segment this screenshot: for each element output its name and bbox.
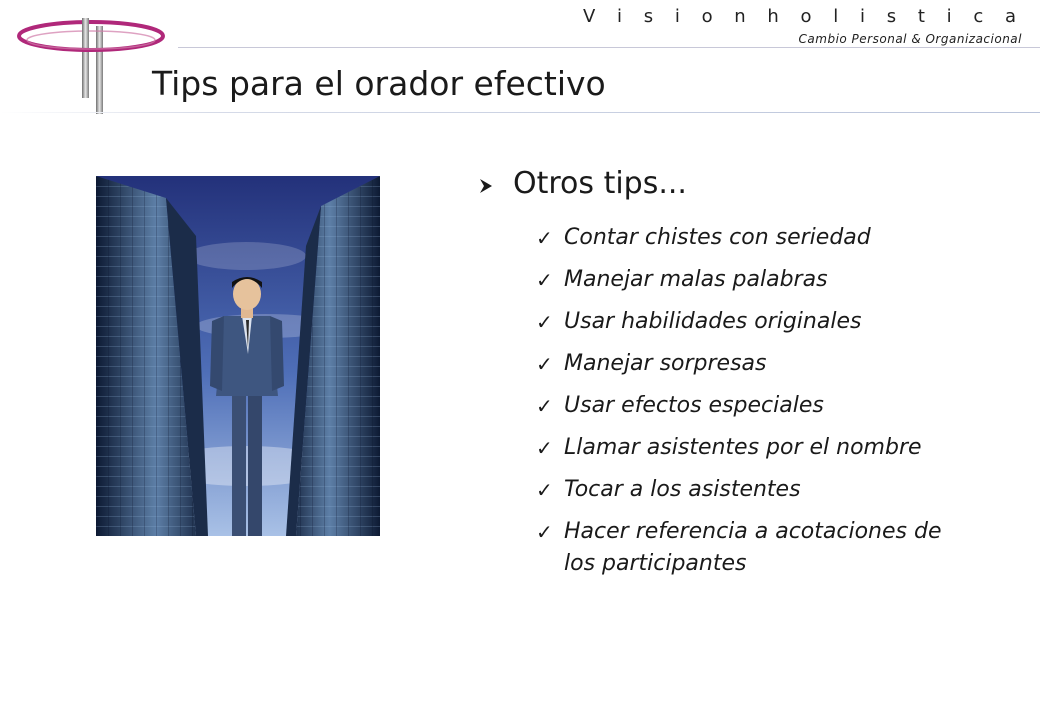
title-rule: [0, 112, 1040, 113]
tip-text: Contar chistes con seriedad: [564, 225, 871, 250]
brand-tagline: Cambio Personal & Organizacional: [798, 32, 1022, 46]
arrow-right-icon: [477, 177, 495, 195]
tip-item: [536, 516, 976, 580]
checkmark-icon: ✓: [536, 268, 553, 292]
checkmark-icon: ✓: [536, 352, 553, 376]
tip-item: [536, 348, 976, 380]
tip-item: [536, 306, 976, 338]
tip-item: [536, 432, 976, 464]
checkmark-icon: ✓: [536, 520, 553, 544]
checkmark-icon: ✓: [536, 478, 553, 502]
tip-item: [536, 222, 976, 254]
checkmark-icon: ✓: [536, 436, 553, 460]
header-rule: [178, 47, 1040, 48]
tip-item: [536, 390, 976, 422]
tip-text: Manejar sorpresas: [564, 351, 767, 376]
checkmark-icon: ✓: [536, 394, 553, 418]
tip-text: Tocar a los asistentes: [564, 477, 801, 502]
tip-text: Usar habilidades originales: [564, 309, 862, 334]
tip-item: [536, 474, 976, 506]
tip-text: Usar efectos especiales: [564, 393, 824, 418]
businessman-photo: [96, 176, 380, 536]
tip-item: [536, 264, 976, 296]
section-heading: Otros tips...: [513, 166, 687, 201]
tip-text: Hacer referencia a acotaciones de los participantes: [564, 519, 942, 576]
checkmark-icon: ✓: [536, 226, 553, 250]
section-other-tips: [477, 166, 687, 201]
slide-title: Tips para el orador efectivo: [152, 64, 606, 103]
tip-text: Manejar malas palabras: [564, 267, 828, 292]
tips-list: [536, 222, 976, 590]
tip-text: Llamar asistentes por el nombre: [564, 435, 922, 460]
checkmark-icon: ✓: [536, 310, 553, 334]
brand-name: V i s i o n h o l i s t i c a: [582, 6, 1024, 27]
